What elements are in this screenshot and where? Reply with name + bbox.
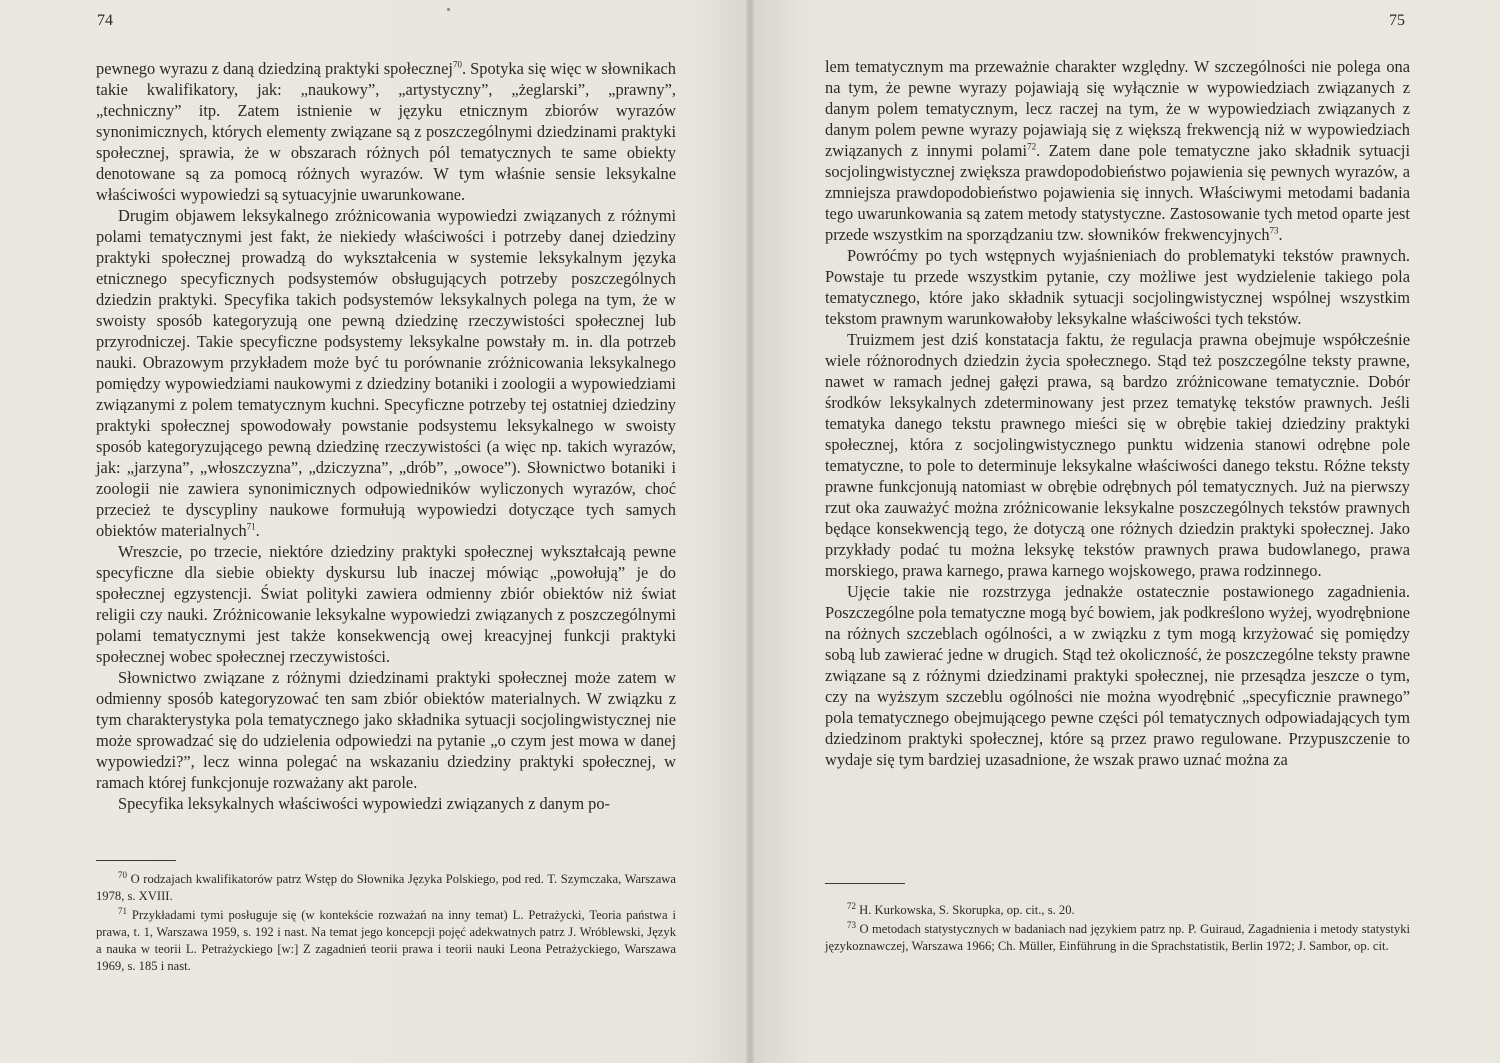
- footnote-mark: 70: [118, 869, 127, 880]
- footnotes: [825, 902, 1410, 957]
- footnotes: [96, 871, 676, 977]
- footnote-rule: [96, 860, 176, 861]
- page-number: 74: [97, 12, 113, 29]
- paragraph: Powróćmy po tych wstępnych wyjaśnieniach do problematyki tekstów prawnych. Powstaje tu przede wszystkim pytanie, czy możliwe jest wydzielenie takiego pola tematycznego, które jako składnik sytuacji socjolingwistycznej wspólnej wszystkim tekstom prawnym warunkowałoby leksykalne właściwości tych tekstów.: [825, 246, 1410, 328]
- footnote-rule: [825, 883, 905, 884]
- footnote-ref: 70: [452, 59, 462, 70]
- footnote-ref: 72: [1027, 141, 1037, 152]
- paragraph: Wreszcie, po trzecie, niektóre dziedziny praktyki społecznej wykształcają pewne specyficzne dla siebie obiekty dyskursu lub inaczej mówiąc „powołują” je do społecznej egzystencji. Świat polityki zawiera odmienny zbiór obiektów niż świat religii czy nauki. Zróżnicowanie leksykalne wypowiedzi związanych z poszczególnymi polami tematycznymi jest także konsekwencją owej kreacyjnej funkcji praktyki społecznej wobec społecznej rzeczywistości.: [96, 542, 676, 666]
- paragraph: Truizmem jest dziś konstatacja faktu, że regulacja prawna obejmuje współcześnie wiele różnorodnych dziedzin życia społecznego. Stąd też poszczególne teksty prawne, nawet w ramach jednej gałęzi prawa, są bardzo zróżnicowane tematycznie. Dobór środków leksykalnych zdeterminowany jest przez tematykę tekstów prawnych. Jeśli tematyka danego tekstu prawnego mieści się w obrębie takiej dziedziny praktyki społecznej, która z socjolingwistycznego punktu widzenia stanowi odrębne pole tematyczne, to pole to determinuje leksykalne właściwości danego tekstu. Różne teksty prawne funkcjonują natomiast w obrębie odrębnych pól tematycznych. Już na pierwszy rzut oka zauważyć można zróżnicowanie leksykalne poszczególnych tekstów prawnych będące konsekwencją tego, że dotyczą one różnych dziedzin praktyki społecznej. Jako przykłady podać tu można leksykę tekstów prawnych prawa budowlanego, prawa morskiego, prawa karnego, prawa karnego wojskowego, prawa rodzinnego.: [825, 330, 1410, 580]
- paragraph: Słownictwo związane z różnymi dziedzinami praktyki społecznej może zatem w odmienny sposób kategoryzować ten sam zbiór obiektów materialnych. W związku z tym charakterystyka pola tematycznego jako składnika sytuacji socjolingwistycznej nie może sprowadzać się do udzielenia odpowiedzi na pytanie „o czym jest mowa w danej wypowiedzi?”, lecz winna polegać na wskazaniu dziedziny praktyki społecznej, w ramach której funkcjonuje rozważany akt parole.: [96, 668, 676, 792]
- footnote: $^{71}$ Przykładami tymi posługuje się (w kontekście rozważań na inny temat) L. Petrażycki, Teoria państwa i prawa, t. 1, Warszawa 1959, s. 192 i nast. Na temat jego koncepcji pojęć adekwatnych patrz J. Wróblewski, Język a nauka w teorii L. Petrażyckiego [w:] Z zagadnień teorii prawa i teorii nauki Leona Petrażyckiego, Warszawa 1969, s. 185 i nast.: [96, 905, 676, 973]
- footnote-mark: 73: [847, 919, 856, 930]
- right-page: [750, 0, 1500, 1063]
- book-gutter: [746, 0, 754, 1063]
- footnote-mark: 71: [118, 905, 127, 916]
- page-number: 75: [1389, 12, 1405, 29]
- paper-speck: [447, 8, 450, 11]
- body-text: [96, 58, 676, 814]
- paragraph: Drugim objawem leksykalnego zróżnicowania wypowiedzi związanych z różnymi polami tematycznymi jest fakt, że niekiedy właściwości i potrzeby danej dziedziny praktyki społecznej prowadzą do wykształcenia w systemie leksykalnym języka etnicznego specyficznych podsystemów obsługujących potrzeby poszczególnych dziedzin praktyki. Specyfika takich podsystemów leksykalnych polega na tym, że w swoisty sposób kategoryzują one pewną dziedzinę rzeczywistości społecznej lub przyrodniczej. Takie specyficzne podsystemy leksykalne powstały m. in. dla potrzeb nauki. Obrazowym przykładem może być tu porównanie zróżnicowania leksykalnego pomiędzy wypowiedziami naukowymi z dziedziny botaniki i zoologii a wypowiedziami związanymi z polem tematycznym kuchni. Specyficzne potrzeby tej ostatniej dziedziny praktyki społecznej spowodowały powstanie podsystemu leksykalnego w swoisty sposób kategoryzującego pewną dziedzinę rzeczywistości (a więc np. takich wyrazów, jak: „jarzyna”, „włoszczyzna”, „dziczyzna”, „drób”, „owoce”). Słownictwo botaniki i zoologii nie zawiera synonimicznych odpowiedników wyliczonych wyrazów, choć przecież te dyscypliny naukowe formułują wypowiedzi dotyczące tych samych obiektów materialnych$^{71}$.: [96, 206, 676, 540]
- paragraph: lem tematycznym ma przeważnie charakter względny. W szczególności nie polega ona na tym, że pewne wyrazy pojawiają się wyłącznie w wypowiedziach związanych z danym polem tematycznym, lecz raczej na tym, że w wypowiedziach związanych z danym polem pewne wyrazy pojawiają się z większą frekwencją niż w wypowiedziach związanych z innymi polami$^{72}$. Zatem dane pole tematyczne jako składnik sytuacji socjolingwistycznej zwiększa prawdopodobieństwo pojawienia się pewnych wyrazów, a zmniejsza prawdopodobieństwo pojawienia się innych. Właściwymi metodami badania tego uwarunkowania są zatem metody statystyczne. Zastosowanie tych metod oparte jest przede wszystkim na sporządzaniu tzw. słowników frekwencyjnych$^{73}$.: [825, 57, 1411, 244]
- paragraph: Specyfika leksykalnych właściwości wypowiedzi związanych z danym po-: [118, 794, 611, 813]
- footnote: $^{73}$ O metodach statystycznych w badaniach nad językiem patrz np. P. Guiraud, Zagadnienia i metody statystyki językoznawczej, Warszawa 1966; Ch. Müller, Einführung in die Sprachstatistik, Berlin 1972; J. Sambor, op. cit.: [825, 919, 1410, 953]
- footnote-mark: 72: [847, 900, 856, 911]
- paragraph: Ujęcie takie nie rozstrzyga jednakże ostatecznie postawionego zagadnienia. Poszczególne pola tematyczne mogą być bowiem, jak podkreślono wyżej, wyodrębnione na różnych szczeblach ogólności, a w związku z tym mogą krzyżować się pomiędzy sobą lub zawierać jedne w drugich. Stąd też okoliczność, że poszczególne teksty prawne związane są z różnymi dziedzinami praktyki społecznej, nie przesądza jeszcze o tym, czy na wyższym szczeblu ogólności nie można wyodrębnić „specyficznie prawnego” pola tematycznego obejmującego pewne części pól tematycznych odpowiadających tym dziedzinom praktyki społecznej, które są przez prawo regulowane. Przypuszczenie to wydaje się tym bardziej uzasadnione, że wszak prawo uznać można za: [825, 582, 1410, 769]
- footnote-ref: 73: [1269, 225, 1279, 236]
- footnote: $^{70}$ O rodzajach kwalifikatorów patrz Wstęp do Słownika Języka Polskiego, pod red. T. Szymczaka, Warszawa 1978, s. XVIII.: [96, 869, 676, 903]
- body-text: [825, 56, 1410, 770]
- footnote: $^{72}$ H. Kurkowska, S. Skorupka, op. cit., s. 20.: [847, 900, 1075, 917]
- footnote-ref: 71: [246, 521, 256, 532]
- paragraph: pewnego wyrazu z daną dziedziną praktyki społecznej$^{70}$. Spotyka się więc w słownikach takie kwalifikatory, jak: „naukowy”, „artystyczny”, „żeglarski”, „prawny”, „techniczny” itp. Zatem istnienie w języku etnicznym zbiorów wyrazów synonimicznych, których elementy związane są z poszczególnymi dziedzinami praktyki społecznej, sprawia, że w obszarach różnych pól tematycznych te same obiekty denotowane są za pomocą różnych wyrazów. W tym właśnie sensie leksykalne właściwości wypowiedzi są sytuacyjnie uwarunkowane.: [96, 59, 677, 204]
